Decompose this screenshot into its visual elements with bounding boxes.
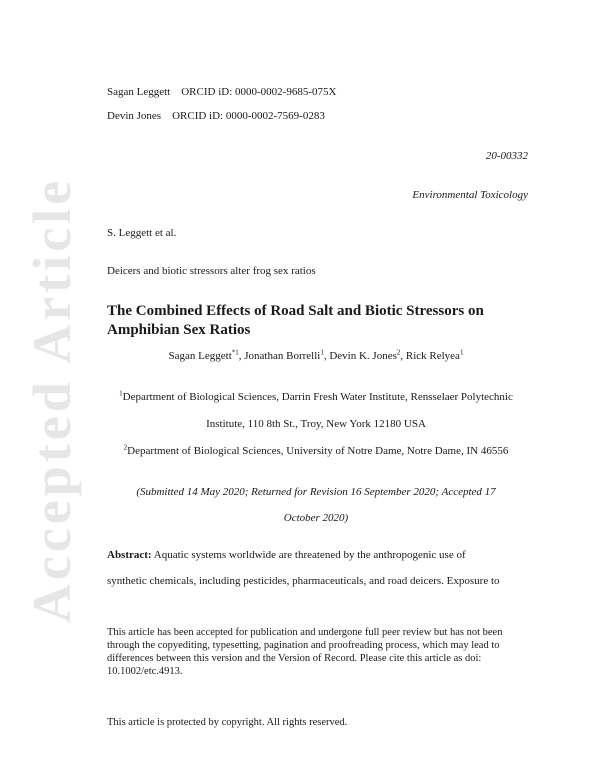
- orcid-author-name: Sagan Leggett: [107, 86, 171, 98]
- article-title: [107, 302, 527, 340]
- author-name: Rick Relyea: [405, 350, 460, 362]
- orcid-id[interactable]: 0000-0002-9685-075X: [235, 86, 337, 98]
- title-line-2: Amphibian Sex Ratios: [107, 322, 251, 338]
- author-name: Sagan Leggett: [168, 350, 232, 362]
- orcid-id[interactable]: 0000-0002-7569-0283: [225, 110, 325, 122]
- abstract-line-2: synthetic chemicals, including pesticides, pharmaceuticals, and road deicers. Exposure to: [107, 575, 500, 587]
- orcid-line-2: [107, 110, 325, 123]
- orcid-label: ORCID iD:: [181, 86, 233, 98]
- manuscript-number: 20-00332: [485, 150, 528, 162]
- orcid-label: ORCID iD:: [172, 110, 224, 122]
- submission-dates-line-1: (Submitted 14 May 2020; Returned for Revision 16 September 2020; Accepted 17: [136, 486, 496, 498]
- author-separator: ,: [400, 350, 406, 362]
- abstract-line-1: [107, 549, 466, 562]
- author-affiliation-marker: 1: [459, 348, 464, 357]
- journal-name: Environmental Toxicology: [412, 189, 528, 201]
- author-name: Jonathan Borrelli: [244, 350, 321, 362]
- title-line-1: The Combined Effects of Road Salt and Biotic Stressors on: [107, 303, 484, 319]
- submission-dates-line-2: October 2020): [283, 512, 349, 524]
- author-separator: ,: [238, 350, 245, 362]
- abstract-text: Aquatic systems worldwide are threatened by the anthropogenic use of: [153, 549, 466, 561]
- orcid-line-1: [107, 86, 336, 99]
- affiliation-marker: 1: [119, 389, 123, 398]
- affiliation-1-line-1: [100, 391, 532, 404]
- running-title: Deicers and biotic stressors alter frog sex ratios: [107, 265, 316, 277]
- author-affiliation-marker: *1: [231, 348, 239, 357]
- orcid-author-name: Devin Jones: [107, 110, 162, 122]
- affiliation-2: [100, 445, 532, 458]
- accepted-article-watermark: Accepted Article: [22, 176, 82, 624]
- author-affiliation-marker: 2: [396, 348, 401, 357]
- acceptance-notice: This article has been accepted for publication and undergone full peer review but has not been through the copyediting, typesetting, pagination and proofreading process, which may lead to differences between this version and the Version of Record. Please cite this article as doi: 10.1002/etc.4913.: [107, 627, 503, 677]
- author-list: [100, 350, 532, 363]
- author-separator: ,: [323, 350, 330, 362]
- affiliation-text: Department of Biological Sciences, University of Notre Dame, Notre Dame, IN 46556: [127, 445, 509, 457]
- affiliation-text: Department of Biological Sciences, Darrin Fresh Water Institute, Rensselaer Polytechnic: [122, 391, 513, 403]
- author-name: Devin K. Jones: [329, 350, 397, 362]
- affiliation-1-line-2: Institute, 110 8th St., Troy, New York 12180 USA: [206, 418, 426, 430]
- copyright-notice: This article is protected by copyright. All rights reserved.: [107, 717, 348, 728]
- author-affiliation-marker: 1: [320, 348, 324, 357]
- affiliation-marker: 2: [123, 443, 128, 452]
- abstract-label: Abstract:: [107, 549, 152, 561]
- running-author: S. Leggett et al.: [107, 227, 177, 239]
